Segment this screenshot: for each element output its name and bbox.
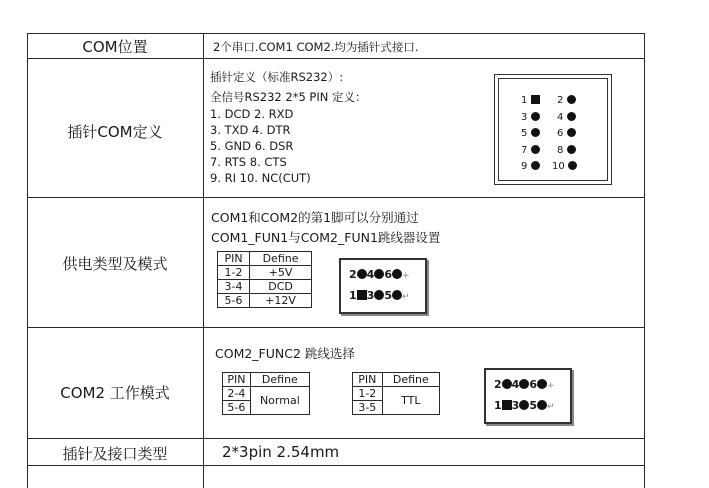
pin-label: 3 (511, 399, 520, 412)
power-description-line1: COM1和COM2的第1脚可以分别通过 (211, 210, 419, 225)
row-divider (27, 465, 644, 466)
pin-label: 6 (529, 378, 537, 391)
pin-label: 1 (521, 95, 528, 106)
row-divider (27, 327, 644, 328)
jumper-row-even (349, 268, 410, 281)
pin-label: 10 (552, 161, 565, 172)
pin-label: 2 (557, 95, 564, 106)
pin-def-line: 9. RI 10. NC(CUT) (210, 171, 311, 185)
pin-dot-icon (568, 161, 577, 170)
pin-dot-icon (537, 379, 547, 389)
pin-dot-icon (531, 112, 540, 121)
pin-def-line: 7. RTS 8. CTS (210, 155, 287, 169)
pin-def-line: 1. DCD 2. RXD (210, 107, 294, 121)
jumper-row-even (494, 378, 555, 391)
table-row (218, 280, 312, 294)
pin-dot-icon (567, 128, 576, 137)
table-row (223, 387, 310, 401)
table-cell: 2-4 (223, 387, 251, 401)
table-cell: 3-5 (353, 401, 383, 415)
table-header: Define (382, 373, 439, 387)
row-label-pin-definition: 插针COM定义 (67, 123, 163, 141)
pin-label: 2 (349, 268, 357, 281)
table-row (353, 387, 440, 401)
pin-type-value: 2*3pin 2.54mm (222, 443, 340, 461)
table-border-right (644, 33, 645, 488)
pin-label: 1 (349, 289, 357, 302)
row-divider (27, 438, 644, 439)
pin-dot-icon (567, 95, 576, 104)
return-arrow-icon: ↵ (401, 292, 410, 302)
pin-dot-icon (567, 145, 576, 154)
pin-dot-icon (567, 112, 576, 121)
table-border-top (27, 33, 644, 34)
pin-dot-icon (374, 290, 384, 300)
pin-label: 4 (511, 378, 520, 391)
com-pin-header-diagram (494, 74, 612, 185)
table-header: PIN (218, 252, 250, 266)
pin-dot-icon (519, 400, 529, 410)
row-label-pin-type: 插针及接口类型 (62, 445, 168, 463)
power-pin-table (217, 251, 312, 308)
pin-def-line: 3. TXD 4. DTR (210, 123, 291, 137)
pin-label: 7 (521, 144, 528, 156)
table-cell: 1-2 (353, 387, 383, 401)
pin-dot-icon (519, 379, 529, 389)
pin-label: 3 (521, 111, 528, 123)
pin-label: 5 (384, 289, 392, 302)
table-cell: Normal (250, 387, 309, 415)
pin1-square-icon (502, 400, 512, 410)
pin-label: 4 (366, 268, 375, 281)
pin-label: 8 (557, 144, 564, 156)
pin1-square-icon (357, 290, 367, 300)
pin-label: 6 (557, 128, 564, 139)
com2-normal-table (222, 372, 310, 415)
com2-ttl-table (352, 372, 440, 415)
table-cell: 5-6 (218, 294, 250, 308)
pin-label: 4 (557, 111, 564, 123)
pin-dot-icon (374, 269, 384, 279)
pin-label: 3 (366, 289, 375, 302)
pin-dot-icon (537, 400, 547, 410)
pin-column-even (552, 93, 577, 176)
pin-def-line: 5. GND 6. DSR (210, 139, 294, 153)
table-header: PIN (223, 373, 251, 387)
row-divider (27, 58, 644, 59)
pin-dot-icon (392, 290, 402, 300)
pin-def-line: 全信号RS232 2*5 PIN 定义： (210, 90, 367, 104)
jumper-row-odd (349, 289, 410, 302)
power-description-line2: COM1_FUN1与COM2_FUN1跳线器设置 (211, 230, 441, 245)
power-jumper-diagram (339, 258, 427, 314)
jumper-row-odd (494, 399, 555, 412)
pin-label: 5 (521, 128, 528, 139)
table-header: Define (250, 373, 309, 387)
com2-mode-title: COM2_FUNC2 跳线选择 (215, 346, 355, 361)
pin-label: 2 (494, 378, 502, 391)
table-header: PIN (353, 373, 383, 387)
pin-column-odd (521, 93, 540, 176)
pin-label: 1 (494, 399, 502, 412)
table-cell: +12V (250, 294, 312, 308)
pin-def-line: 插针定义（标准RS232）: (210, 70, 344, 84)
table-cell: 5-6 (223, 401, 251, 415)
pin1-square-icon (531, 95, 540, 104)
return-arrow-icon: ↵ (546, 402, 555, 412)
pin-dot-icon (357, 269, 367, 279)
column-divider (203, 33, 204, 488)
table-header: Define (250, 252, 312, 266)
table-row (218, 294, 312, 308)
row-divider (27, 197, 644, 198)
row-label-power-mode: 供电类型及模式 (62, 255, 168, 273)
table-row (218, 266, 312, 280)
pin-dot-icon (531, 161, 540, 170)
mark-icon: + (401, 271, 410, 281)
pin-dot-icon (502, 379, 512, 389)
com-position-value: 2个串口.COM1 COM2.均为插针式接口. (213, 40, 419, 54)
table-cell: DCD (250, 280, 312, 294)
table-cell: 1-2 (218, 266, 250, 280)
row-label-com2-mode: COM2 工作模式 (60, 384, 170, 402)
mark-icon: + (546, 381, 555, 391)
com2-jumper-diagram (484, 368, 572, 424)
pin-dot-icon (392, 269, 402, 279)
table-cell: +5V (250, 266, 312, 280)
pin-label: 5 (529, 399, 537, 412)
table-cell: TTL (382, 387, 439, 415)
row-label-com-position: COM位置 (82, 38, 148, 56)
pin-dot-icon (531, 145, 540, 154)
pin-label: 6 (384, 268, 392, 281)
pin-label: 9 (521, 161, 528, 172)
pin-dot-icon (531, 128, 540, 137)
table-cell: 3-4 (218, 280, 250, 294)
